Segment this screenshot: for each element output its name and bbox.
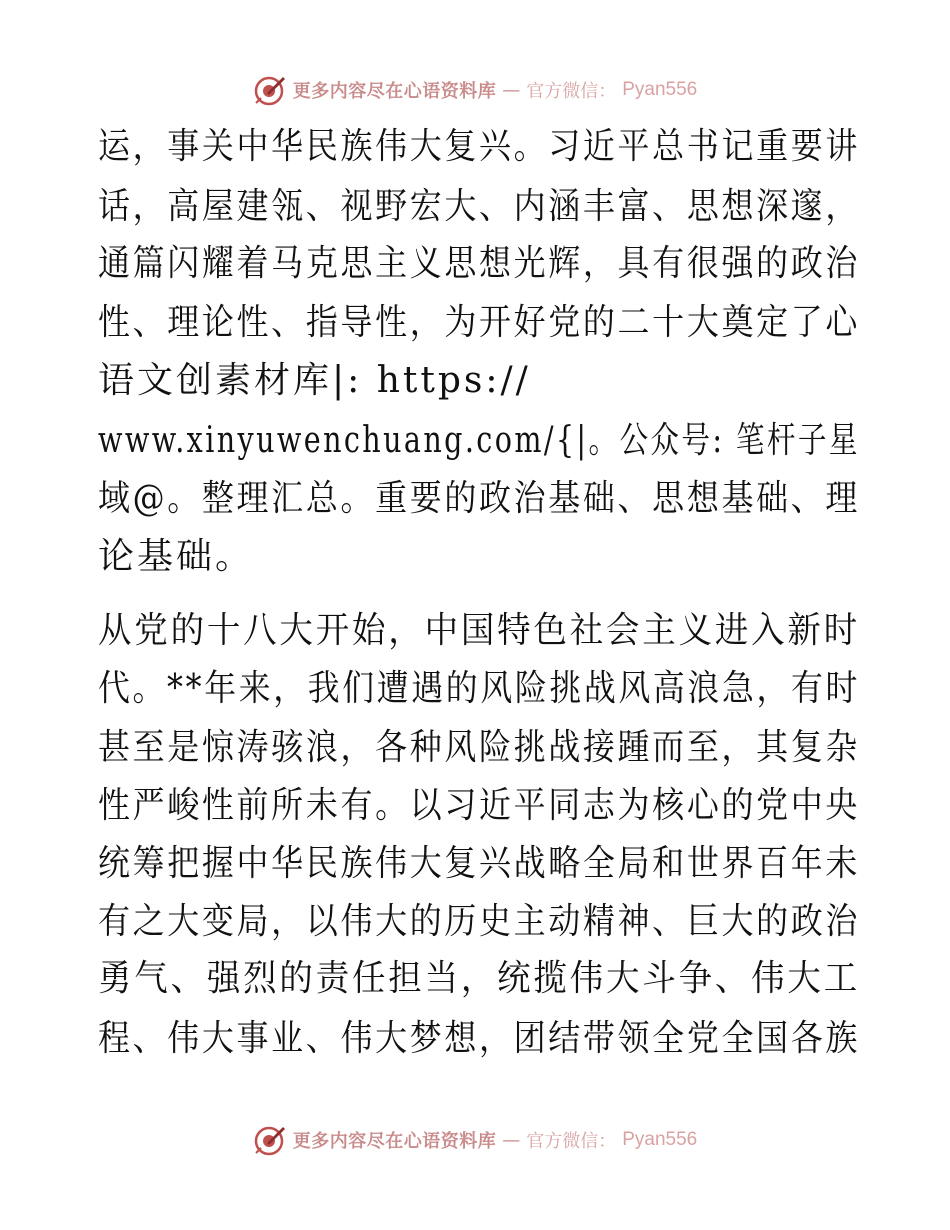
watermark-dash: — bbox=[502, 79, 521, 101]
text-line: 通篇闪耀着马克思主义思想光辉，具有很强的政治 bbox=[98, 243, 861, 284]
text-line: 统筹把握中华民族伟大复兴战略全局和世界百年未 bbox=[98, 843, 861, 884]
pen-logo-icon bbox=[253, 1123, 287, 1157]
text-line: 代。**年来，我们遭遇的风险挑战风高浪急，有时 bbox=[98, 668, 861, 709]
watermark-wechat-id: Pyan556 bbox=[622, 79, 698, 100]
text-line: 勇气、强烈的责任担当，统揽伟大斗争、伟大工 bbox=[98, 958, 861, 999]
text-line: 从党的十八大开始，中国特色社会主义进入新时 bbox=[98, 610, 861, 651]
watermark-official-label: 官方微信： bbox=[526, 1131, 617, 1152]
text-line: 性、理论性、指导性，为开好党的二十大奠定了心 bbox=[98, 302, 861, 343]
watermark-dash: — bbox=[502, 1129, 521, 1151]
text-line: 运，事关中华民族伟大复兴。习近平总书记重要讲 bbox=[98, 126, 861, 167]
watermark-brand-text: 更多内容尽在心语资料库 bbox=[292, 1131, 497, 1152]
pen-logo-icon bbox=[253, 73, 287, 107]
text-line: 话，高屋建瓴、视野宏大、内涵丰富、思想深邃， bbox=[98, 186, 861, 227]
footer-watermark bbox=[0, 1122, 950, 1158]
text-line: 程、伟大事业、伟大梦想，团结带领全党全国各族 bbox=[98, 1018, 861, 1059]
text-line: 域@。整理汇总。重要的政治基础、思想基础、理 bbox=[98, 478, 861, 519]
watermark-wechat-id: Pyan556 bbox=[622, 1129, 698, 1150]
watermark-brand-text: 更多内容尽在心语资料库 bbox=[292, 81, 497, 102]
text-line: 甚至是惊涛骇浪，各种风险挑战接踵而至，其复杂 bbox=[98, 727, 861, 768]
text-line: 有之大变局，以伟大的历史主动精神、巨大的政治 bbox=[98, 901, 861, 942]
text-line: 语文创素材库|: https:// bbox=[98, 360, 531, 401]
text-line: www.xinyuwenchuang.com/{|。公众号: 笔杆子星 bbox=[98, 420, 860, 461]
text-line: 性严峻性前所未有。以习近平同志为核心的党中央 bbox=[98, 785, 861, 826]
text-line: 论基础。 bbox=[98, 536, 255, 577]
watermark-official-label: 官方微信： bbox=[526, 81, 617, 102]
header-watermark bbox=[0, 72, 950, 108]
